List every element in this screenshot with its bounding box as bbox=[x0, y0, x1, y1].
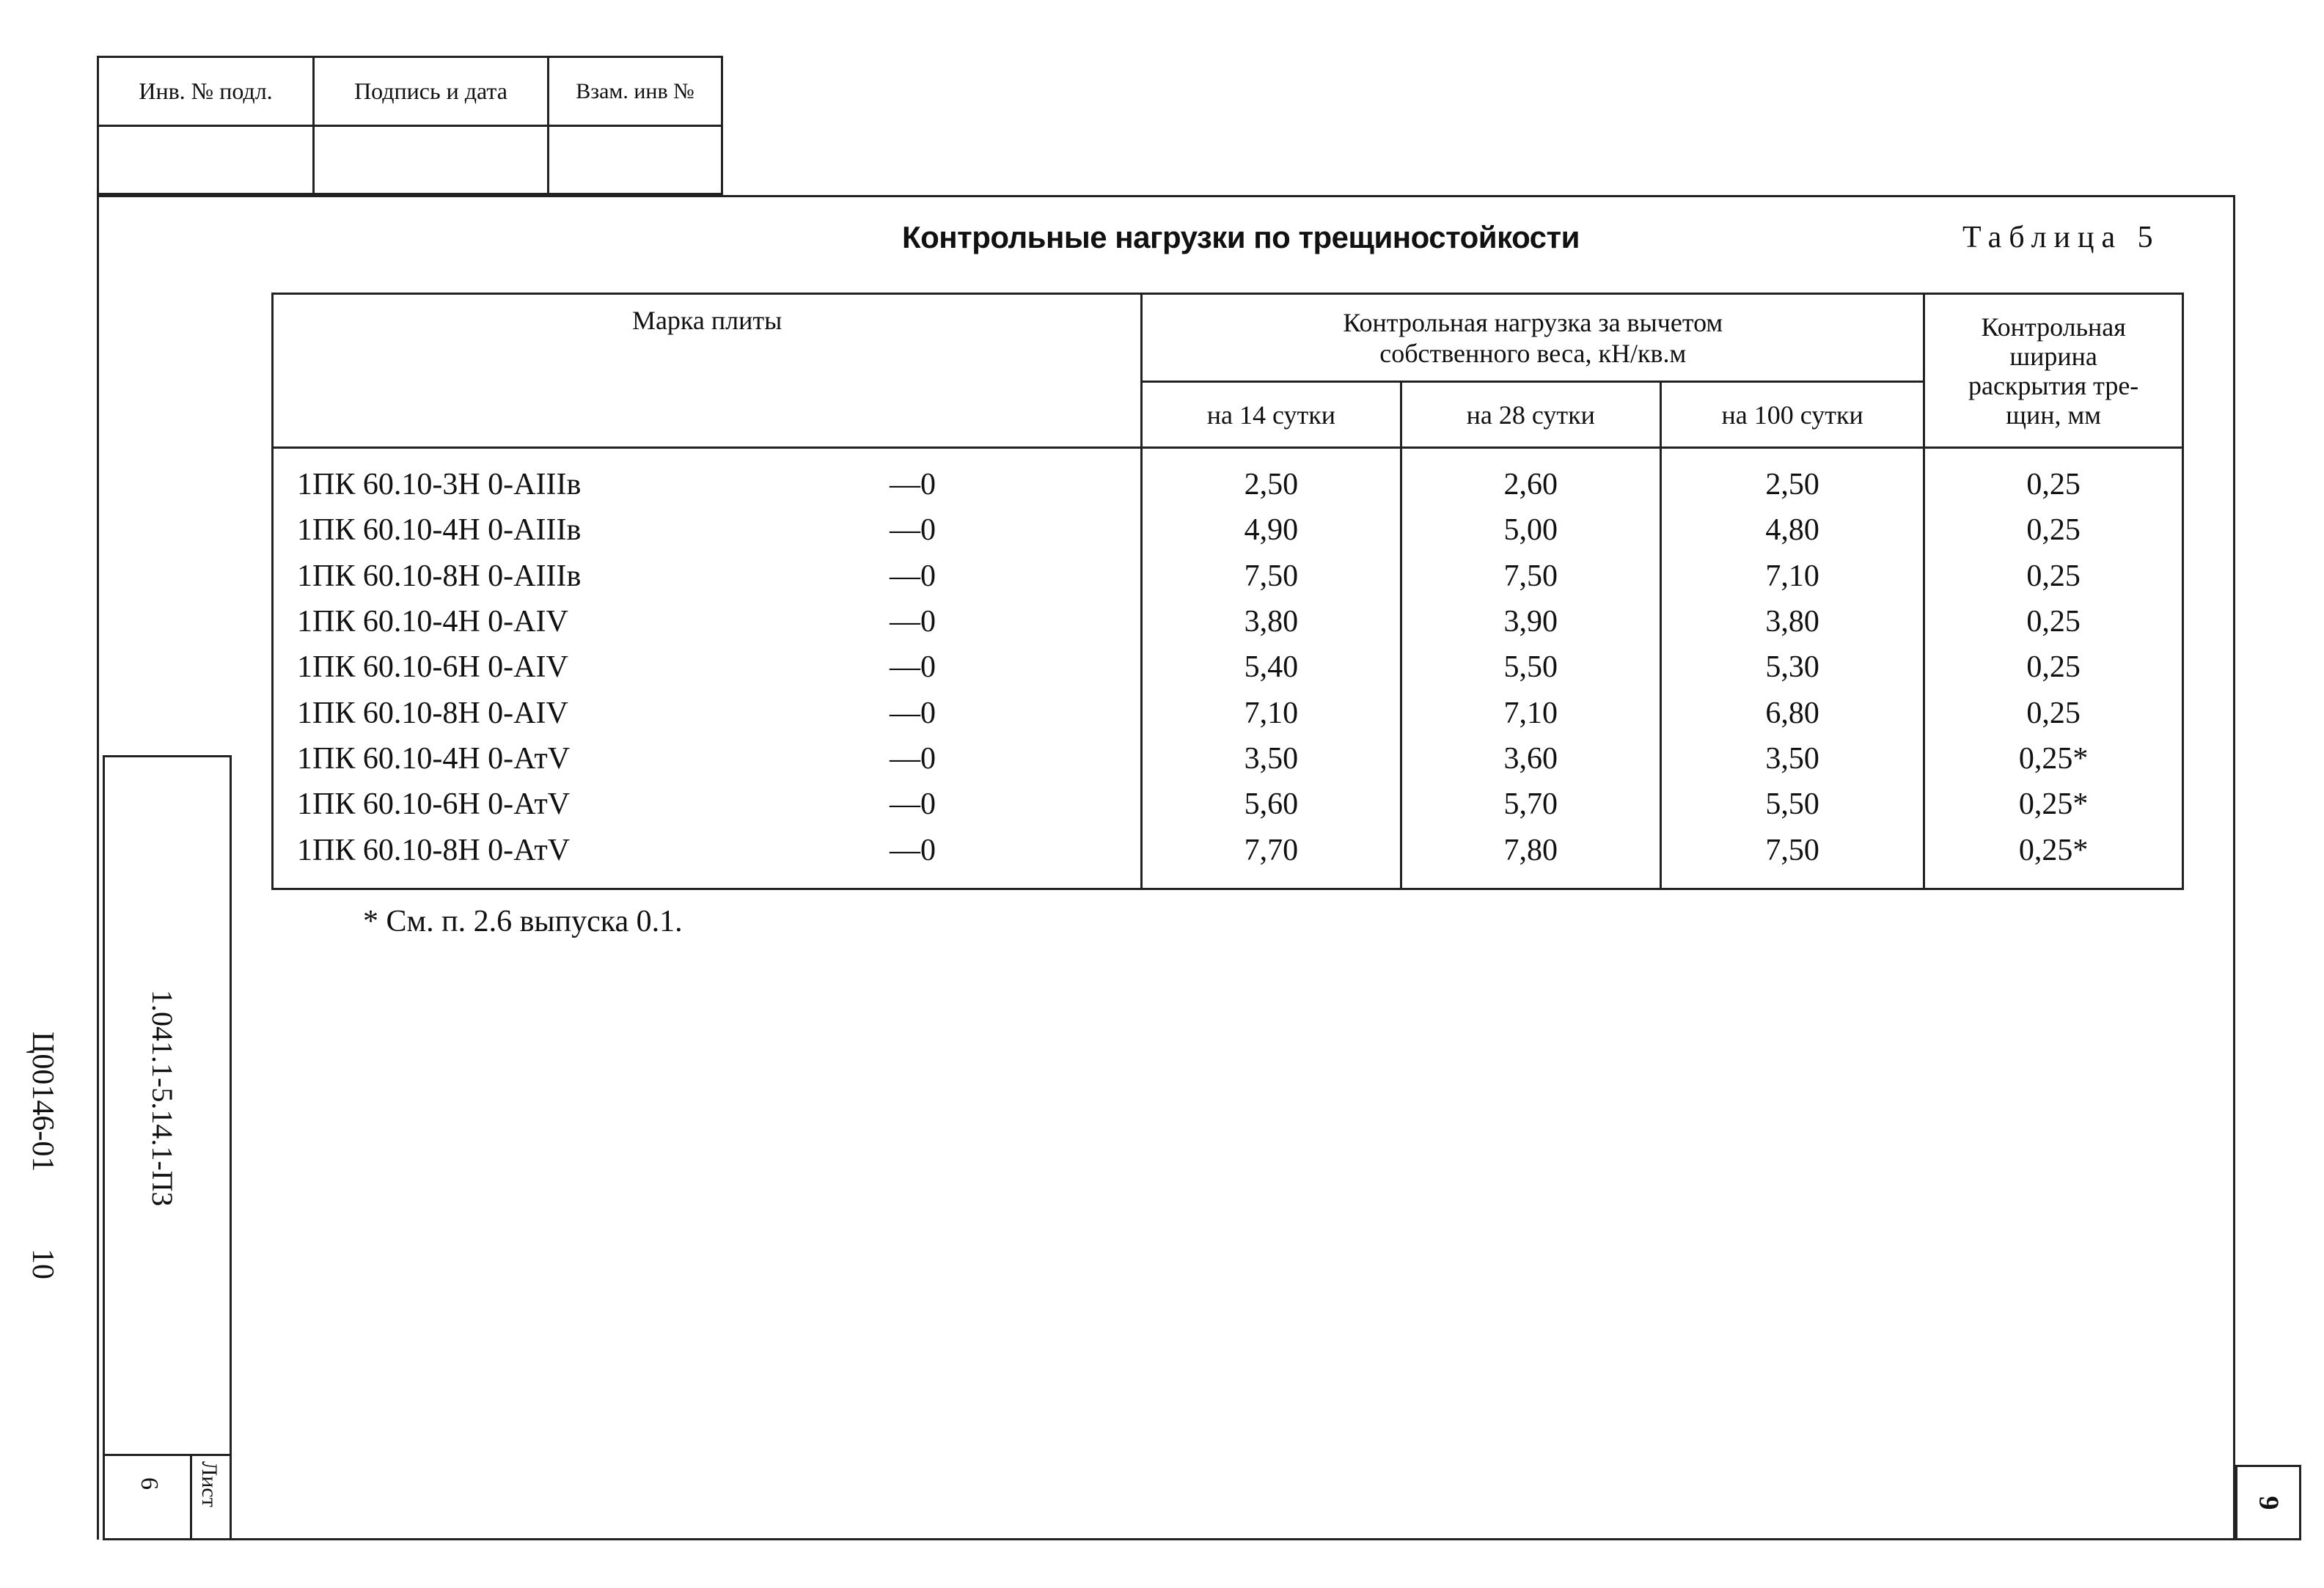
mark-name: 1ПК 60.10-4Н 0-АтV bbox=[297, 741, 571, 776]
cell-crack-width: 0,25 bbox=[1924, 599, 2183, 644]
cell-day-28: 5,50 bbox=[1401, 644, 1660, 690]
table-row bbox=[273, 554, 2183, 599]
page-number: 9 bbox=[2253, 1496, 2284, 1510]
header-crack-width-line4: щин, мм bbox=[2006, 400, 2102, 430]
side-divider bbox=[105, 1454, 230, 1456]
cell-crack-width: 0,25* bbox=[1924, 827, 2183, 889]
cell-mark bbox=[273, 736, 1142, 782]
cell-mark bbox=[273, 554, 1142, 599]
cell-day-14: 7,70 bbox=[1142, 827, 1401, 889]
table-row bbox=[273, 448, 2183, 508]
mark-name: 1ПК 60.10-8Н 0-АIV bbox=[297, 696, 568, 730]
table-row bbox=[273, 827, 2183, 889]
mark-name: 1ПК 60.10-6Н 0-АIV bbox=[297, 650, 568, 685]
mark-suffix: —0 bbox=[890, 559, 936, 593]
cell-mark bbox=[273, 644, 1142, 690]
cell-day-28: 3,60 bbox=[1401, 736, 1660, 782]
cell-day-14: 3,50 bbox=[1142, 736, 1401, 782]
cell-crack-width: 0,25* bbox=[1924, 736, 2183, 782]
mark-name: 1ПК 60.10-4Н 0-АIV bbox=[297, 605, 568, 639]
mark-name: 1ПК 60.10-4Н 0-АIIIв bbox=[297, 513, 582, 548]
archive-number: 10 bbox=[26, 1249, 59, 1279]
table-row bbox=[273, 782, 2183, 827]
mark-suffix: —0 bbox=[890, 696, 936, 730]
cell-mark bbox=[273, 599, 1142, 644]
cell-mark bbox=[273, 690, 1142, 735]
cell-mark bbox=[273, 827, 1142, 889]
mark-suffix: —0 bbox=[890, 513, 936, 548]
page-number-box bbox=[2235, 1465, 2301, 1540]
page-title: Контрольные нагрузки по трещиностойкости bbox=[902, 220, 1580, 254]
cell-day-100: 3,80 bbox=[1660, 599, 1924, 644]
mark-suffix: —0 bbox=[890, 468, 936, 502]
cell-day-100: 5,30 bbox=[1660, 644, 1924, 690]
cell-day-14: 5,60 bbox=[1142, 782, 1401, 827]
cell-day-28: 2,60 bbox=[1401, 448, 1660, 508]
cell-day-28: 5,70 bbox=[1401, 782, 1660, 827]
header-crack-width-line3: раскрытия тре- bbox=[1968, 370, 2139, 400]
cell-mark bbox=[273, 507, 1142, 553]
approval-stamp bbox=[97, 56, 723, 195]
cell-day-14: 7,50 bbox=[1142, 554, 1401, 599]
cell-crack-width: 0,25* bbox=[1924, 782, 2183, 827]
cell-day-28: 5,00 bbox=[1401, 507, 1660, 553]
table-row bbox=[273, 736, 2183, 782]
header-control-load bbox=[1142, 294, 1924, 382]
cell-day-28: 7,80 bbox=[1401, 827, 1660, 889]
table-row bbox=[273, 690, 2183, 735]
archive-code: Ц00146-01 bbox=[26, 1032, 59, 1172]
cell-mark bbox=[273, 782, 1142, 827]
cell-day-14: 4,90 bbox=[1142, 507, 1401, 553]
cell-day-100: 7,10 bbox=[1660, 554, 1924, 599]
table-label: Таблица 5 bbox=[1962, 221, 2160, 254]
cell-day-14: 3,80 bbox=[1142, 599, 1401, 644]
table-row bbox=[273, 599, 2183, 644]
stamp-header-inv: Инв. № подл. bbox=[99, 58, 315, 125]
cell-crack-width: 0,25 bbox=[1924, 690, 2183, 735]
header-mark: Марка плиты bbox=[273, 294, 1142, 448]
stamp-value-replace bbox=[549, 127, 721, 193]
header-day-100: на 100 сутки bbox=[1660, 382, 1924, 448]
stamp-header-replace: Взам. инв № bbox=[576, 78, 694, 103]
control-loads-table bbox=[271, 293, 2184, 890]
mark-suffix: —0 bbox=[890, 650, 936, 685]
mark-suffix: —0 bbox=[890, 833, 936, 867]
mark-name: 1ПК 60.10-3Н 0-АIIIв bbox=[297, 468, 582, 502]
header-day-28: на 28 сутки bbox=[1401, 382, 1660, 448]
mark-suffix: —0 bbox=[890, 605, 936, 639]
cell-crack-width: 0,25 bbox=[1924, 554, 2183, 599]
mark-name: 1ПК 60.10-6Н 0-АтV bbox=[297, 787, 571, 822]
header-crack-width-line1: Контрольная bbox=[1981, 312, 2126, 342]
cell-day-100: 2,50 bbox=[1660, 448, 1924, 508]
table-row bbox=[273, 644, 2183, 690]
stamp-value-inv bbox=[99, 127, 315, 193]
header-crack-width-line2: ширина bbox=[2009, 341, 2097, 371]
cell-day-100: 3,50 bbox=[1660, 736, 1924, 782]
sheet-number: 6 bbox=[136, 1477, 163, 1490]
cell-crack-width: 0,25 bbox=[1924, 448, 2183, 508]
header-day-14: на 14 сутки bbox=[1142, 382, 1401, 448]
cell-day-100: 6,80 bbox=[1660, 690, 1924, 735]
cell-mark bbox=[273, 448, 1142, 508]
header-crack-width bbox=[1924, 294, 2183, 448]
mark-suffix: —0 bbox=[890, 741, 936, 776]
cell-day-100: 4,80 bbox=[1660, 507, 1924, 553]
cell-day-100: 5,50 bbox=[1660, 782, 1924, 827]
cell-day-28: 7,10 bbox=[1401, 690, 1660, 735]
mark-name: 1ПК 60.10-8Н 0-АтV bbox=[297, 833, 571, 867]
mark-name: 1ПК 60.10-8Н 0-АIIIв bbox=[297, 559, 582, 593]
side-sheet-divider bbox=[190, 1456, 192, 1538]
header-control-load-line1: Контрольная нагрузка за вычетом bbox=[1343, 307, 1723, 337]
cell-crack-width: 0,25 bbox=[1924, 507, 2183, 553]
cell-day-14: 2,50 bbox=[1142, 448, 1401, 508]
cell-day-28: 7,50 bbox=[1401, 554, 1660, 599]
frame-bottom-line bbox=[103, 1538, 2299, 1540]
cell-day-14: 5,40 bbox=[1142, 644, 1401, 690]
mark-suffix: —0 bbox=[890, 787, 936, 822]
table-row bbox=[273, 507, 2183, 553]
sheet-label: Лист bbox=[197, 1461, 221, 1507]
header-control-load-line2: собственного веса, кН/кв.м bbox=[1379, 338, 1687, 368]
stamp-value-signature bbox=[315, 127, 549, 193]
cell-day-14: 7,10 bbox=[1142, 690, 1401, 735]
cell-crack-width: 0,25 bbox=[1924, 644, 2183, 690]
document-code: 1.041.1-5.14.1-ПЗ bbox=[146, 990, 179, 1207]
cell-day-28: 3,90 bbox=[1401, 599, 1660, 644]
cell-day-100: 7,50 bbox=[1660, 827, 1924, 889]
table-footnote: * См. п. 2.6 выпуска 0.1. bbox=[363, 905, 683, 938]
stamp-header-signature: Подпись и дата bbox=[315, 58, 549, 125]
